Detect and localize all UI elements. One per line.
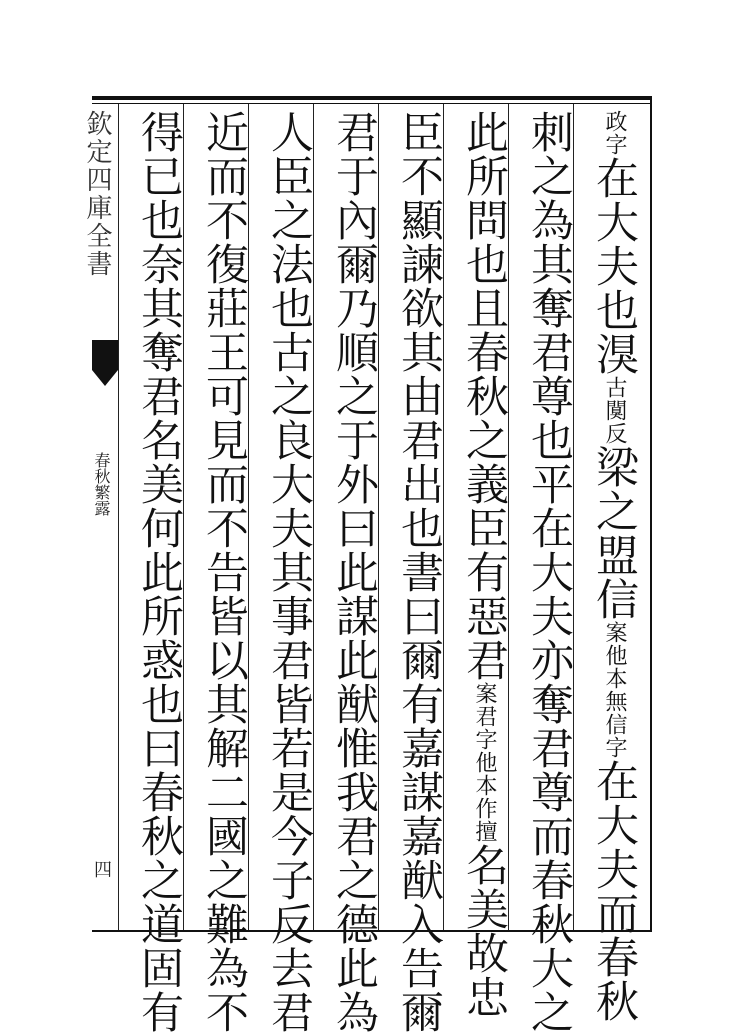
text-column-8	[129, 110, 189, 1034]
text-column-7	[194, 110, 254, 1034]
text-column-4	[389, 110, 449, 1034]
text-column-3	[454, 110, 514, 1019]
annotation: 古闃反	[602, 376, 627, 445]
annotation: 案君字他本作擅	[472, 682, 497, 843]
fish-tail-mark-icon	[92, 340, 118, 386]
main-text: 此所問也且春秋之義臣有惡君	[459, 110, 509, 682]
main-text: 名美故忠	[459, 843, 509, 1019]
top-border-inner	[92, 103, 652, 104]
main-text: 近而不復莊王可見而不告皆以其解二國之難為不	[199, 110, 249, 1034]
column-divider	[118, 104, 119, 930]
text-column-5	[324, 110, 384, 1034]
right-border	[650, 96, 652, 932]
annotation: 政字	[602, 110, 627, 156]
main-text: 得已也奈其奪君名美何此所惑也曰春秋之道固有	[134, 110, 184, 1034]
main-text: 梁之盟信	[589, 445, 639, 621]
text-column-2	[519, 110, 579, 1034]
text-column-6	[259, 110, 319, 1034]
folio-number: 四	[91, 860, 112, 878]
annotation: 案他本無信字	[602, 621, 627, 759]
text-column-1	[584, 110, 644, 1023]
main-text: 臣不顯諫欲其由君出也書曰爾有嘉謀嘉猷入告爾	[394, 110, 444, 1034]
main-text: 在大夫而春秋	[589, 759, 639, 1023]
book-name: 春秋繁露	[92, 452, 111, 516]
main-text: 人臣之法也古之良大夫其事君皆若是今子反去君	[264, 110, 314, 1034]
margin-title: 欽定四庫全書	[82, 110, 112, 278]
main-text: 君于內爾乃順之于外曰此謀此猷惟我君之德此為	[329, 110, 379, 1034]
top-border	[92, 96, 652, 100]
main-text: 在大夫也湨	[589, 156, 639, 376]
main-text: 刺之為其奪君尊也平在大夫亦奪君尊而春秋大之	[524, 110, 574, 1034]
